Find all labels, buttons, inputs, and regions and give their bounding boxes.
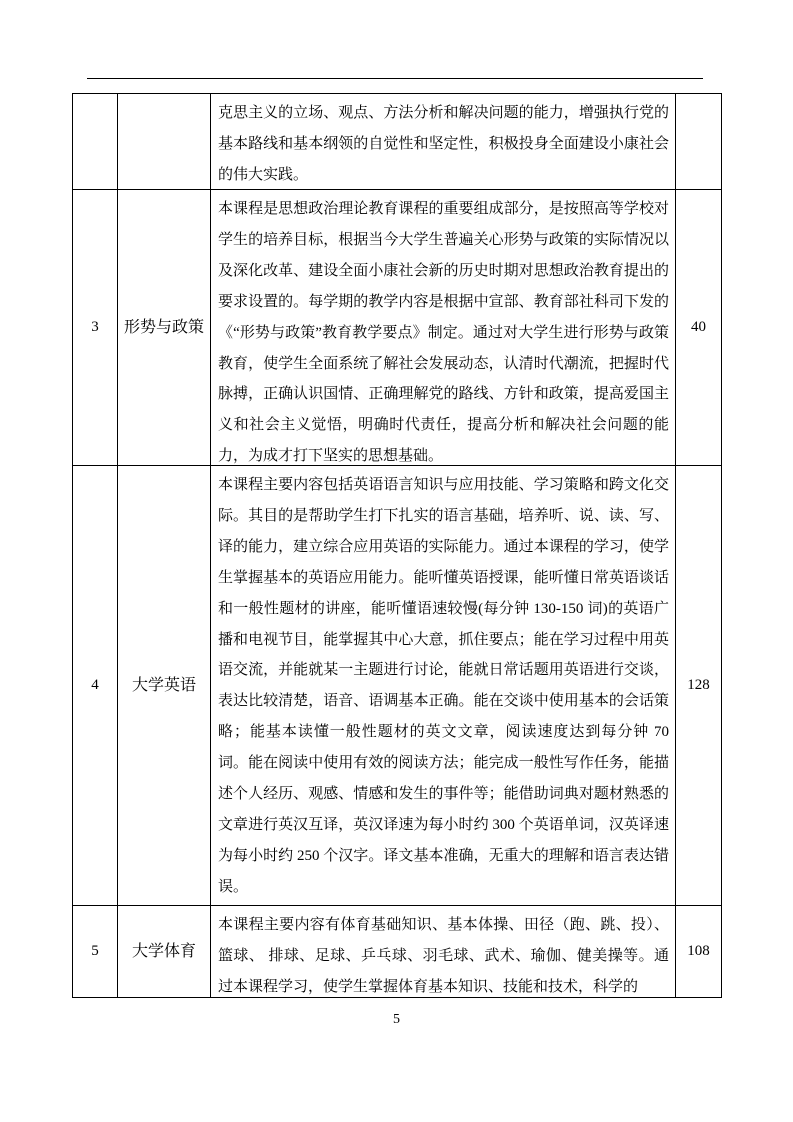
course-name (118, 94, 211, 190)
course-description-cell (211, 190, 676, 466)
course-table (72, 93, 722, 998)
course-description: 本课程是思想政治理论教育课程的重要组成部分，是按照高等学校对学生的培养目标，根据当今大学生普遍关心形势与政策的实际情况以及深化改革、建设全面小康社会新的历史时期对思想政治教育提出的要求设置的。每学期的教学内容是根据中宣部、教育部社科司下发的《“形势与政策”教育教学要点》制定。通过对大学生进行形势与政策教育，使学生全面系统了解社会发展动态，认清时代潮流，把握时代脉搏，正确认识国情、正确理解党的路线、方针和政策，提高爱国主义和社会主义觉悟，明确时代责任，提高分析和解决社会问题的能力，为成才打下坚实的思想基础。 (218, 201, 669, 465)
course-description: 本课程主要内容有体育基础知识、基本体操、田径（跑、跳、投）、篮球、 排球、足球、乒乓球、羽毛球、武术、瑜伽、健美操等。通过本课程学习，使学生掌握体育基本知识、技能和技术，科学的 (218, 917, 669, 995)
table-row-3 (73, 190, 722, 466)
course-name: 大学体育 (118, 906, 211, 998)
course-name: 大学英语 (118, 466, 211, 906)
course-description-cell (211, 906, 676, 998)
course-hours: 128 (676, 466, 722, 906)
course-description-cell (211, 94, 676, 190)
course-no (73, 94, 118, 190)
course-no: 4 (73, 466, 118, 906)
course-no: 5 (73, 906, 118, 998)
course-description: 本课程主要内容包括英语语言知识与应用技能、学习策略和跨文化交际。其目的是帮助学生打下扎实的语言基础，培养听、说、读、写、译的能力，建立综合应用英语的实际能力。通过本课程的学习，使学生掌握基本的英语应用能力。能听懂英语授课，能听懂日常英语谈话和一般性题材的讲座，能听懂语速较慢(每分钟 130-150 词)的英语广播和电视节目，能掌握其中心大意，抓住要点；能在学习过程中用英语交流，并能就某一主题进行讨论，能就日常话题用英语进行交谈，表达比较清楚，语音、语调基本正确。能在交谈中使用基本的会话策略；能基本读懂一般性题材的英文文章，阅读速度达到每分钟 70 词。能在阅读中使用有效的阅读方法；能完成一般性写作任务，能描述个人经历、观感、情感和发生的事件等；能借助词典对题材熟悉的文章进行英汉互译，英汉译速为每小时约 300 个英语单词，汉英译速为每小时约 250 个汉字。译文基本准确，无重大的理解和语言表达错误。 (218, 477, 669, 895)
course-description: 克思主义的立场、观点、方法分析和解决问题的能力，增强执行党的基本路线和基本纲领的自觉性和坚定性，积极投身全面建设小康社会的伟大实践。 (218, 105, 669, 183)
page-number: 5 (393, 1012, 400, 1027)
course-no: 3 (73, 190, 118, 466)
course-hours (676, 94, 722, 190)
course-name: 形势与政策 (118, 190, 211, 466)
course-table-body (73, 94, 722, 998)
table-row-continuation (73, 94, 722, 190)
table-row-5 (73, 906, 722, 998)
course-hours: 40 (676, 190, 722, 466)
table-row-4 (73, 466, 722, 906)
page-header-rule (87, 78, 703, 79)
course-hours: 108 (676, 906, 722, 998)
course-description-cell (211, 466, 676, 906)
